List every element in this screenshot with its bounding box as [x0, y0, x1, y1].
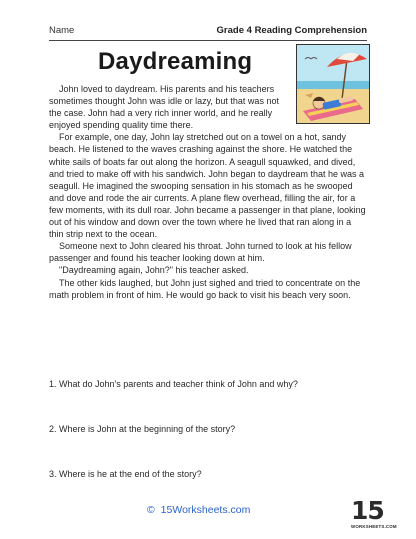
story-paragraph: "Daydreaming again, John?" his teacher asked. — [59, 265, 249, 276]
story-paragraph: John loved to daydream. His parents and his teachers sometimes thought John was idle or lazy, but that was not the case. John had a very rich inner world, and he really enjoyed spending quality time there. — [49, 84, 279, 131]
story-paragraph: Someone next to John cleared his throat. John turned to look at his fellow passenger and found his teacher looking down at him. — [49, 241, 352, 264]
logo-number: 15 — [351, 496, 384, 525]
logo-subtitle: WORKSHEETS.COM — [351, 524, 397, 529]
worksheet-header — [49, 24, 367, 41]
grade-label: Grade 4 Reading Comprehension — [216, 25, 367, 36]
footer-link[interactable] — [147, 504, 250, 516]
page-title: Daydreaming — [98, 48, 253, 75]
question-2: 2. Where is John at the beginning of the story? — [49, 424, 236, 434]
15worksheets-logo — [351, 496, 397, 532]
story-paragraph: For example, one day, John lay stretched out on a towel on a hot, sandy beach. He listened to the waves crashing against the shore. He watched the white sails of boats far out along the horizon. A seagull squawked, and dived, and tried to make off with his sandwich. John began to daydream that he was a seagull. He imagined the swooping sensation in his stomach as he swooped and dove and rode the air currents. A plane flew overhead, filling the air, for a few moments, with its dull roar. John became a passenger in that plane, looking out of his window and down over the town where he lived that ran along in a thin strip next to the ocean. — [49, 132, 366, 240]
question-1: 1. What do John's parents and teacher think of John and why? — [49, 379, 298, 389]
footer-link-text[interactable]: 15Worksheets.com — [160, 504, 251, 516]
story-text — [49, 83, 367, 301]
story-paragraph: The other kids laughed, but John just sighed and tried to concentrate on the math problem in front of him. He would go back to visit his beach very soon. — [49, 277, 361, 300]
question-3: 3. Where is he at the end of the story? — [49, 469, 202, 479]
name-label: Name — [49, 25, 75, 36]
copyright-symbol: © — [147, 504, 155, 516]
